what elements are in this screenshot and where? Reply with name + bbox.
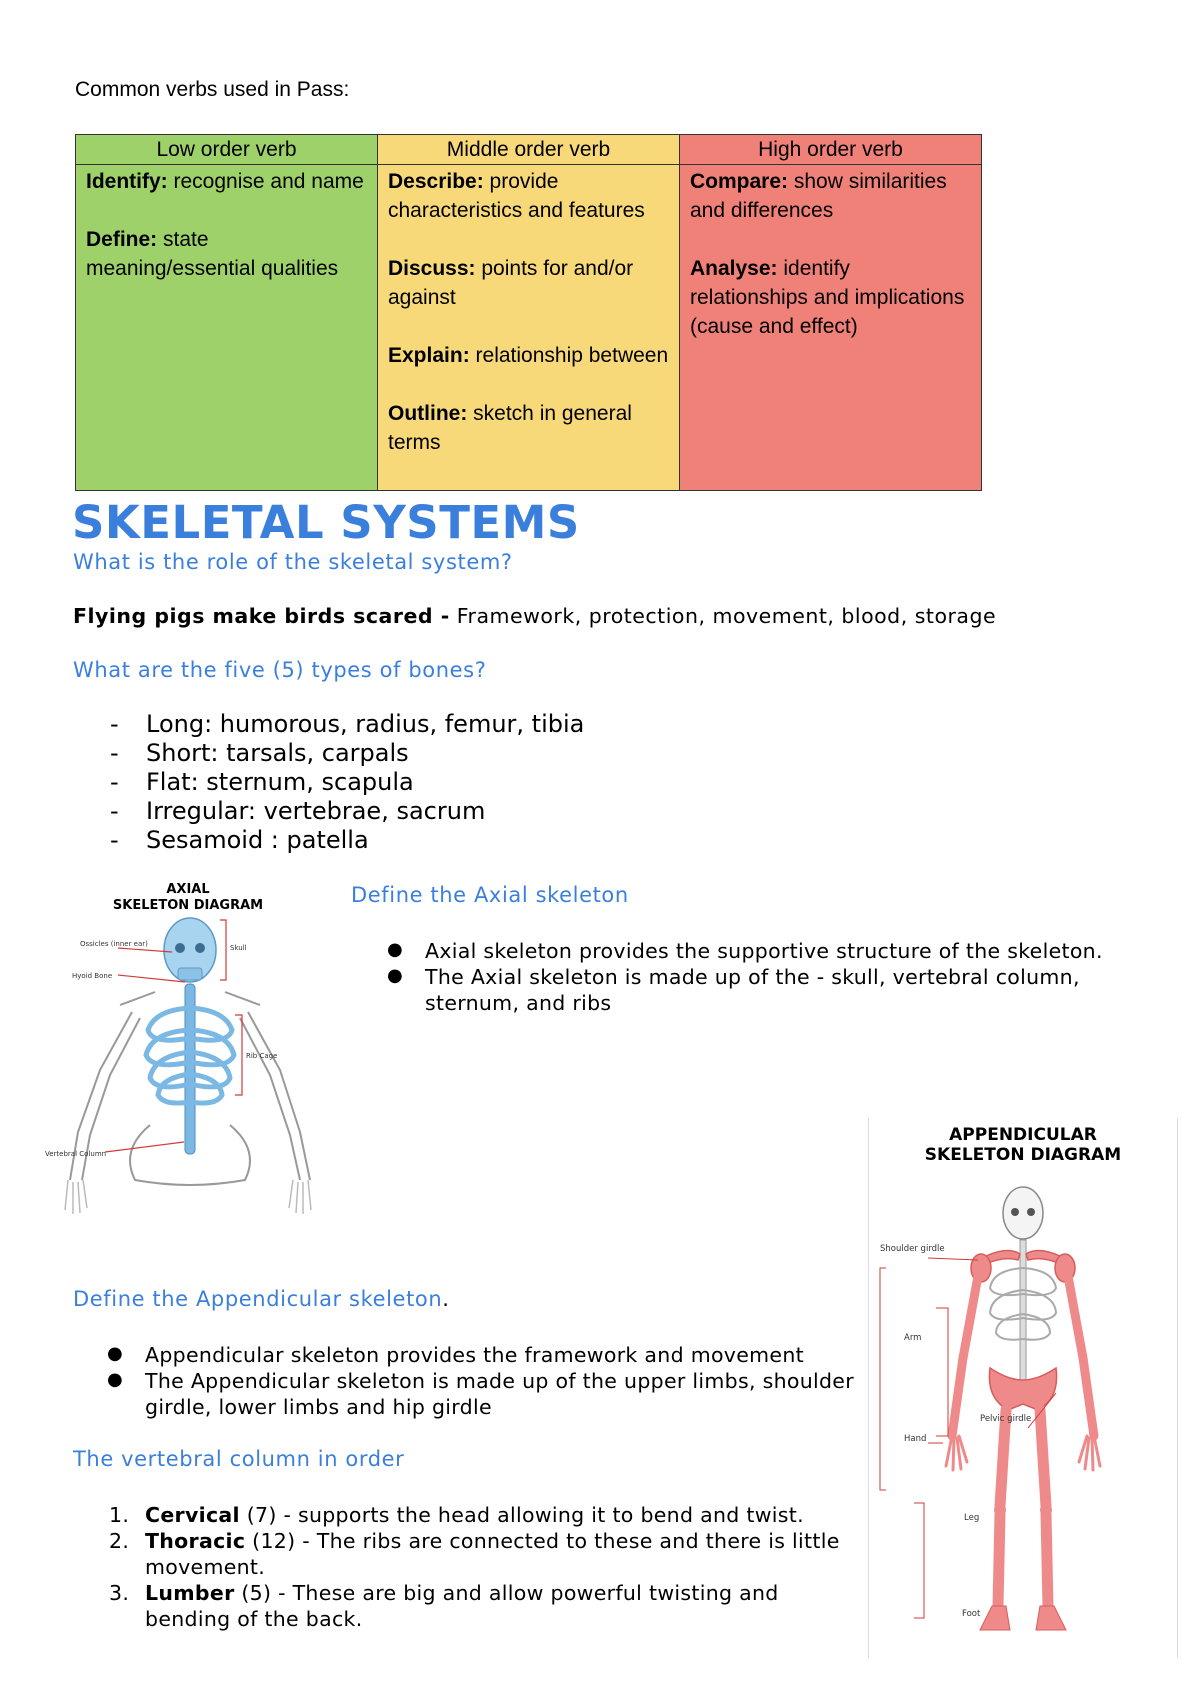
axial-label-ossicles: Ossicles (inner ear) (80, 940, 148, 948)
role-list: Framework, protection, movement, blood, storage (449, 604, 997, 628)
verb-entry-analyse: Analyse: identify relationships and implications (cause and effect) (690, 257, 965, 338)
axial-label-ribcage: Rib Cage (246, 1052, 278, 1060)
axial-label-skull: Skull (230, 944, 247, 952)
list-item: ● The Axial skeleton is made up of the - skull, vertebral column, sternum, and ribs (387, 965, 1080, 1015)
high-order-cell (680, 165, 982, 491)
verb-table (75, 134, 982, 491)
vertebral-question: The vertebral column in order (73, 1447, 405, 1471)
middle-order-cell (378, 165, 680, 491)
axial-points-list (385, 938, 1145, 1016)
list-item: ● Axial skeleton provides the supportive structure of the skeleton. (387, 939, 1103, 963)
verb-entry-explain: Explain: relationship between (388, 344, 669, 367)
app-label-arm: Arm (904, 1333, 922, 1343)
list-item: - Flat: sternum, scapula (110, 768, 414, 796)
verb-entry-discuss: Discuss: points for and/or against (388, 257, 634, 309)
app-label-foot: Foot (962, 1609, 981, 1619)
app-label-leg: Leg (964, 1513, 980, 1523)
low-order-cell (76, 165, 378, 491)
axial-figure-title-1: AXIAL (166, 882, 210, 897)
role-answer (73, 604, 996, 628)
header-low-order: Low order verb (76, 135, 378, 165)
list-item: ● The Appendicular skeleton is made up of the upper limbs, shoulder girdle, lower limbs and hip girdle (107, 1369, 854, 1419)
list-item: 3. Lumber (5) - These are big and allow powerful twisting and bending of the back. (109, 1581, 779, 1631)
page-title: SKELETAL SYSTEMS (72, 496, 580, 549)
verb-entry-outline: Outline: sketch in general terms (388, 402, 632, 454)
mnemonic: Flying pigs make birds scared - (73, 604, 450, 628)
header-high-order: High order verb (680, 135, 982, 165)
list-item: - Sesamoid : patella (110, 826, 369, 854)
app-figure-title-2: SKELETON DIAGRAM (924, 1145, 1122, 1165)
axial-label-vertebral-column: Vertebral Column (45, 1150, 107, 1158)
verb-entry-identify: Identify: recognise and name (86, 170, 364, 193)
header-middle-order: Middle order verb (378, 135, 680, 165)
axial-skeleton-diagram (45, 880, 340, 1240)
app-label-pelvic-girdle: Pelvic girdle (980, 1414, 1032, 1424)
verb-entry-define: Define: state meaning/essential qualities (86, 228, 339, 280)
app-figure-title-1: APPENDICULAR (949, 1125, 1097, 1145)
axial-figure-title-2: SKELETON DIAGRAM (112, 898, 264, 913)
appendicular-skeleton-diagram (868, 1118, 1178, 1658)
verb-entry-compare: Compare: show similarities and differences (690, 170, 947, 222)
verb-entry-describe: Describe: provide characteristics and features (388, 170, 645, 222)
list-item: ● Appendicular skeleton provides the framework and movement (107, 1343, 804, 1367)
list-item: - Irregular: vertebrae, sacrum (110, 797, 486, 825)
axial-question: Define the Axial skeleton (351, 883, 629, 907)
list-item: - Short: tarsals, carpals (110, 739, 409, 767)
intro-text: Common verbs used in Pass: (75, 78, 350, 101)
vertebral-list (105, 1502, 865, 1632)
appendicular-points-list (105, 1342, 865, 1420)
list-item: 2. Thoracic (12) - The ribs are connected to these and there is little movement. (109, 1529, 840, 1579)
role-question: What is the role of the skeletal system? (73, 550, 513, 574)
app-label-hand: Hand (904, 1434, 927, 1444)
list-item: - Long: humorous, radius, femur, tibia (110, 710, 585, 738)
axial-label-hyoid: Hyoid Bone (72, 972, 113, 980)
bone-types-question: What are the five (5) types of bones? (73, 658, 487, 682)
bone-types-list (0, 710, 584, 855)
list-item: 1. Cervical (7) - supports the head allowing it to bend and twist. (109, 1503, 804, 1527)
app-label-shoulder-girdle: Shoulder girdle (880, 1244, 945, 1254)
appendicular-question: Define the Appendicular skeleton. (73, 1287, 450, 1311)
